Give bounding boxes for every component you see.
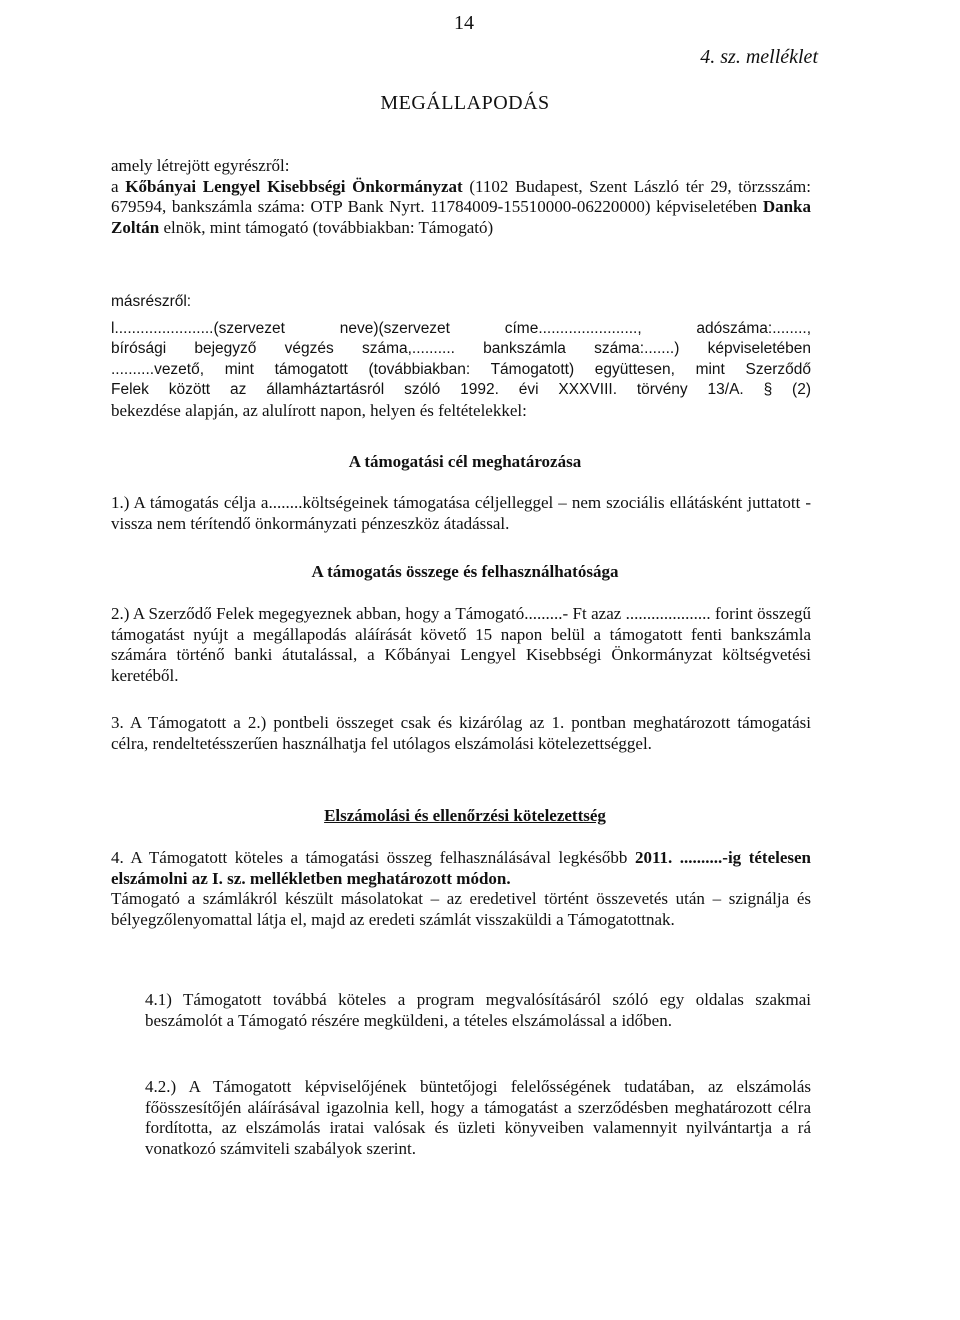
org-prefix: a — [111, 176, 126, 196]
paragraph-42-block — [145, 1077, 811, 1159]
document-title: MEGÁLLAPODÁS — [380, 92, 550, 114]
paragraph-2: 2.) A Szerződő Felek megegyeznek abban, hogy a Támogató.........- Ft azaz .................... forint összegű támogatást nyújt a megállapodás aláírását követő 15 napon belül a támogatott fenti bankszámla számára történő banki átutalással, a Kőbányai Lengyel Kisebbségi Önkormányzat költségvetési keretéből. — [111, 604, 811, 685]
representative-role: elnök, mint támogató (továbbiakban: Támogató) — [159, 217, 494, 237]
section1-block — [111, 493, 811, 534]
section-heading-accounting: Elszámolási és ellenőrzési kötelezettség — [324, 806, 606, 825]
paragraph-3: 3. A Támogatott a 2.) pontbeli összeget csak és kizárólag az 1. pontban meghatározott támogatási célra, rendeltetésszerűen használhatja fel utólagos elszámolási kötelezettséggel. — [111, 713, 811, 753]
page-number: 14 — [454, 12, 474, 34]
paragraph-41-block — [145, 990, 811, 1031]
paragraph-4-start: 4. A Támogatott köteles a támogatási összeg felhasználásával legkésőbb — [111, 848, 635, 867]
org-name: Kőbányai Lengyel Kisebbségi Önkormányzat — [125, 176, 463, 196]
section2-block — [111, 604, 811, 754]
annex-label: 4. sz. melléklet — [700, 46, 818, 68]
section-heading-amount: A támogatás összege és felhasználhatósága — [311, 562, 619, 581]
intro-block — [111, 156, 811, 238]
section3-block — [111, 848, 811, 930]
other-party-line: l.......................(szervezet neve)(szervezet címe......................., adószáma:........, — [111, 319, 811, 337]
paragraph-4-cont: Támogató a számlákról készült másolatokat – az eredetivel történt összevetés után – szignálja és bélyegzőlenyomattal látja el, majd az eredeti számlát visszaküldi a Támogatottnak. — [111, 889, 811, 929]
org-details: (1102 Budapest, Szent László tér 29, törzsszám: 679594, bankszámla száma: OTP Bank Nyrt. 11784009-15510000-06220000) képviseletében — [111, 176, 811, 216]
other-party-line: Felek között az államháztartásról szóló 1992. évi XXXVIII. törvény 13/A. § (2) — [111, 381, 811, 398]
section-heading-purpose: A támogatási cél meghatározása — [348, 452, 582, 471]
other-party-block — [111, 292, 811, 421]
intro-line: amely létrejött egyrészről: — [111, 156, 290, 175]
paragraph-4 — [111, 848, 811, 889]
representative-name: Danka Zoltán — [111, 197, 811, 237]
other-party-line: bírósági bejegyző végzés száma,.......... bankszámla száma:.......) képviseletében — [111, 340, 811, 357]
other-party-line: bekezdése alapján, az alulírott napon, helyen és feltételekkel: — [111, 400, 527, 420]
paragraph-4-1: 4.1) Támogatott továbbá köteles a program megvalósításáról szóló egy oldalas szakmai beszámolót a Támogató részére megküldeni, a tételes elszámolással a időben. — [145, 990, 811, 1030]
paragraph-1: 1.) A támogatás célja a........költségeinek támogatása céljelleggel – nem szociális ellátásként juttatott - vissza nem térítendő önkormányzati pénzeszköz átadással. — [111, 493, 811, 533]
other-party-label: másrészről: — [111, 293, 192, 310]
paragraph-4-deadline: 2011. ..........-ig tételesen elszámolni az I. sz. mellékletben meghatározott módon. — [111, 848, 812, 888]
other-party-line: ..........vezető, mint támogatott (továbbiakban: Támogatott) együttesen, mint Szerződő — [111, 360, 811, 378]
intro-paragraph — [111, 177, 811, 239]
paragraph-4-2: 4.2.) A Támogatott képviselőjének büntetőjogi felelősségének tudatában, az elszámolás főösszesítőjén aláírásával igazolnia kell, hogy a támogatást a szerződésben meghatározott célra fordította, az elszámolás iratai valósak és üzleti könyveiben valamennyit nyilvántartja a rá vonatkozó számviteli szabályok szerint. — [145, 1077, 811, 1158]
